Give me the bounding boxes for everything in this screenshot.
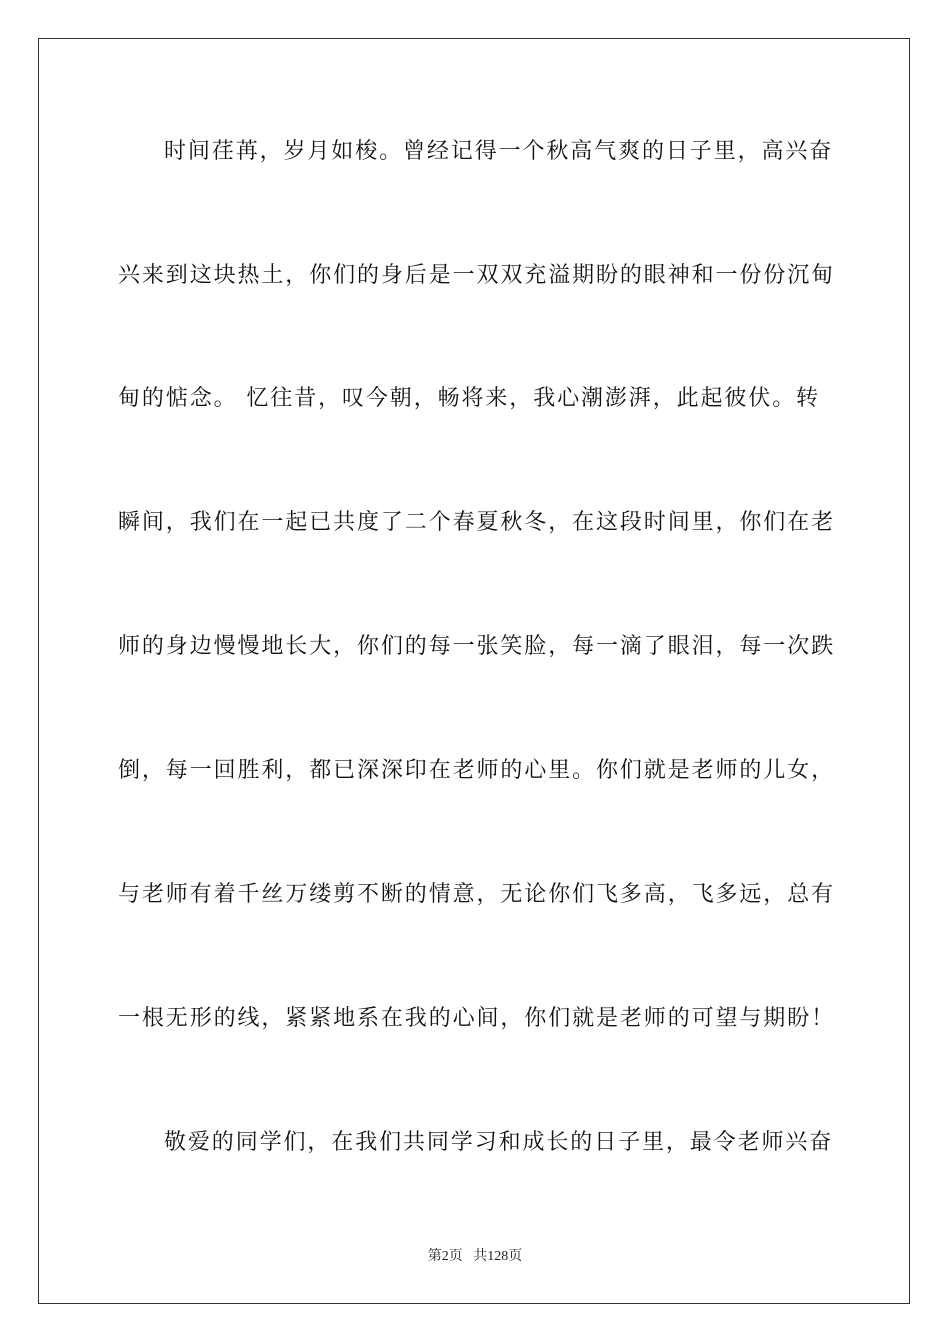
page-number: 第2页	[427, 1249, 463, 1264]
page-border	[38, 38, 910, 1304]
paragraph-1-line-6: 倒，每一回胜利，都已深深印在老师的心里。你们就是老师的儿女，	[118, 758, 836, 783]
paragraph-2-line-1: 敬爱的同学们，在我们共同学习和成长的日子里，最令老师兴奋	[164, 1130, 834, 1155]
paragraph-1-line-8: 一根无形的线，紧紧地系在我的心间，你们就是老师的可望与期盼！	[118, 1006, 836, 1031]
paragraph-1-line-7: 与老师有着千丝万缕剪不断的情意，无论你们飞多高，飞多远，总有	[118, 882, 836, 907]
paragraph-1-line-4: 瞬间，我们在一起已共度了二个春夏秋冬，在这段时间里，你们在老	[118, 510, 836, 535]
paragraph-1-line-2: 兴来到这块热土，你们的身后是一双双充溢期盼的眼神和一份份沉甸	[118, 263, 836, 288]
total-pages: 共128页	[473, 1249, 523, 1264]
paragraph-1-line-1: 时间荏苒，岁月如梭。曾经记得一个秋高气爽的日子里，高兴奋	[164, 139, 834, 164]
page-footer	[0, 1248, 950, 1266]
paragraph-1-line-5: 师的身边慢慢地长大，你们的每一张笑脸，每一滴了眼泪，每一次跌	[118, 634, 836, 659]
paragraph-1-line-3: 甸的惦念。 忆往昔，叹今朝，畅将来，我心潮澎湃，此起彼伏。转	[118, 386, 820, 411]
